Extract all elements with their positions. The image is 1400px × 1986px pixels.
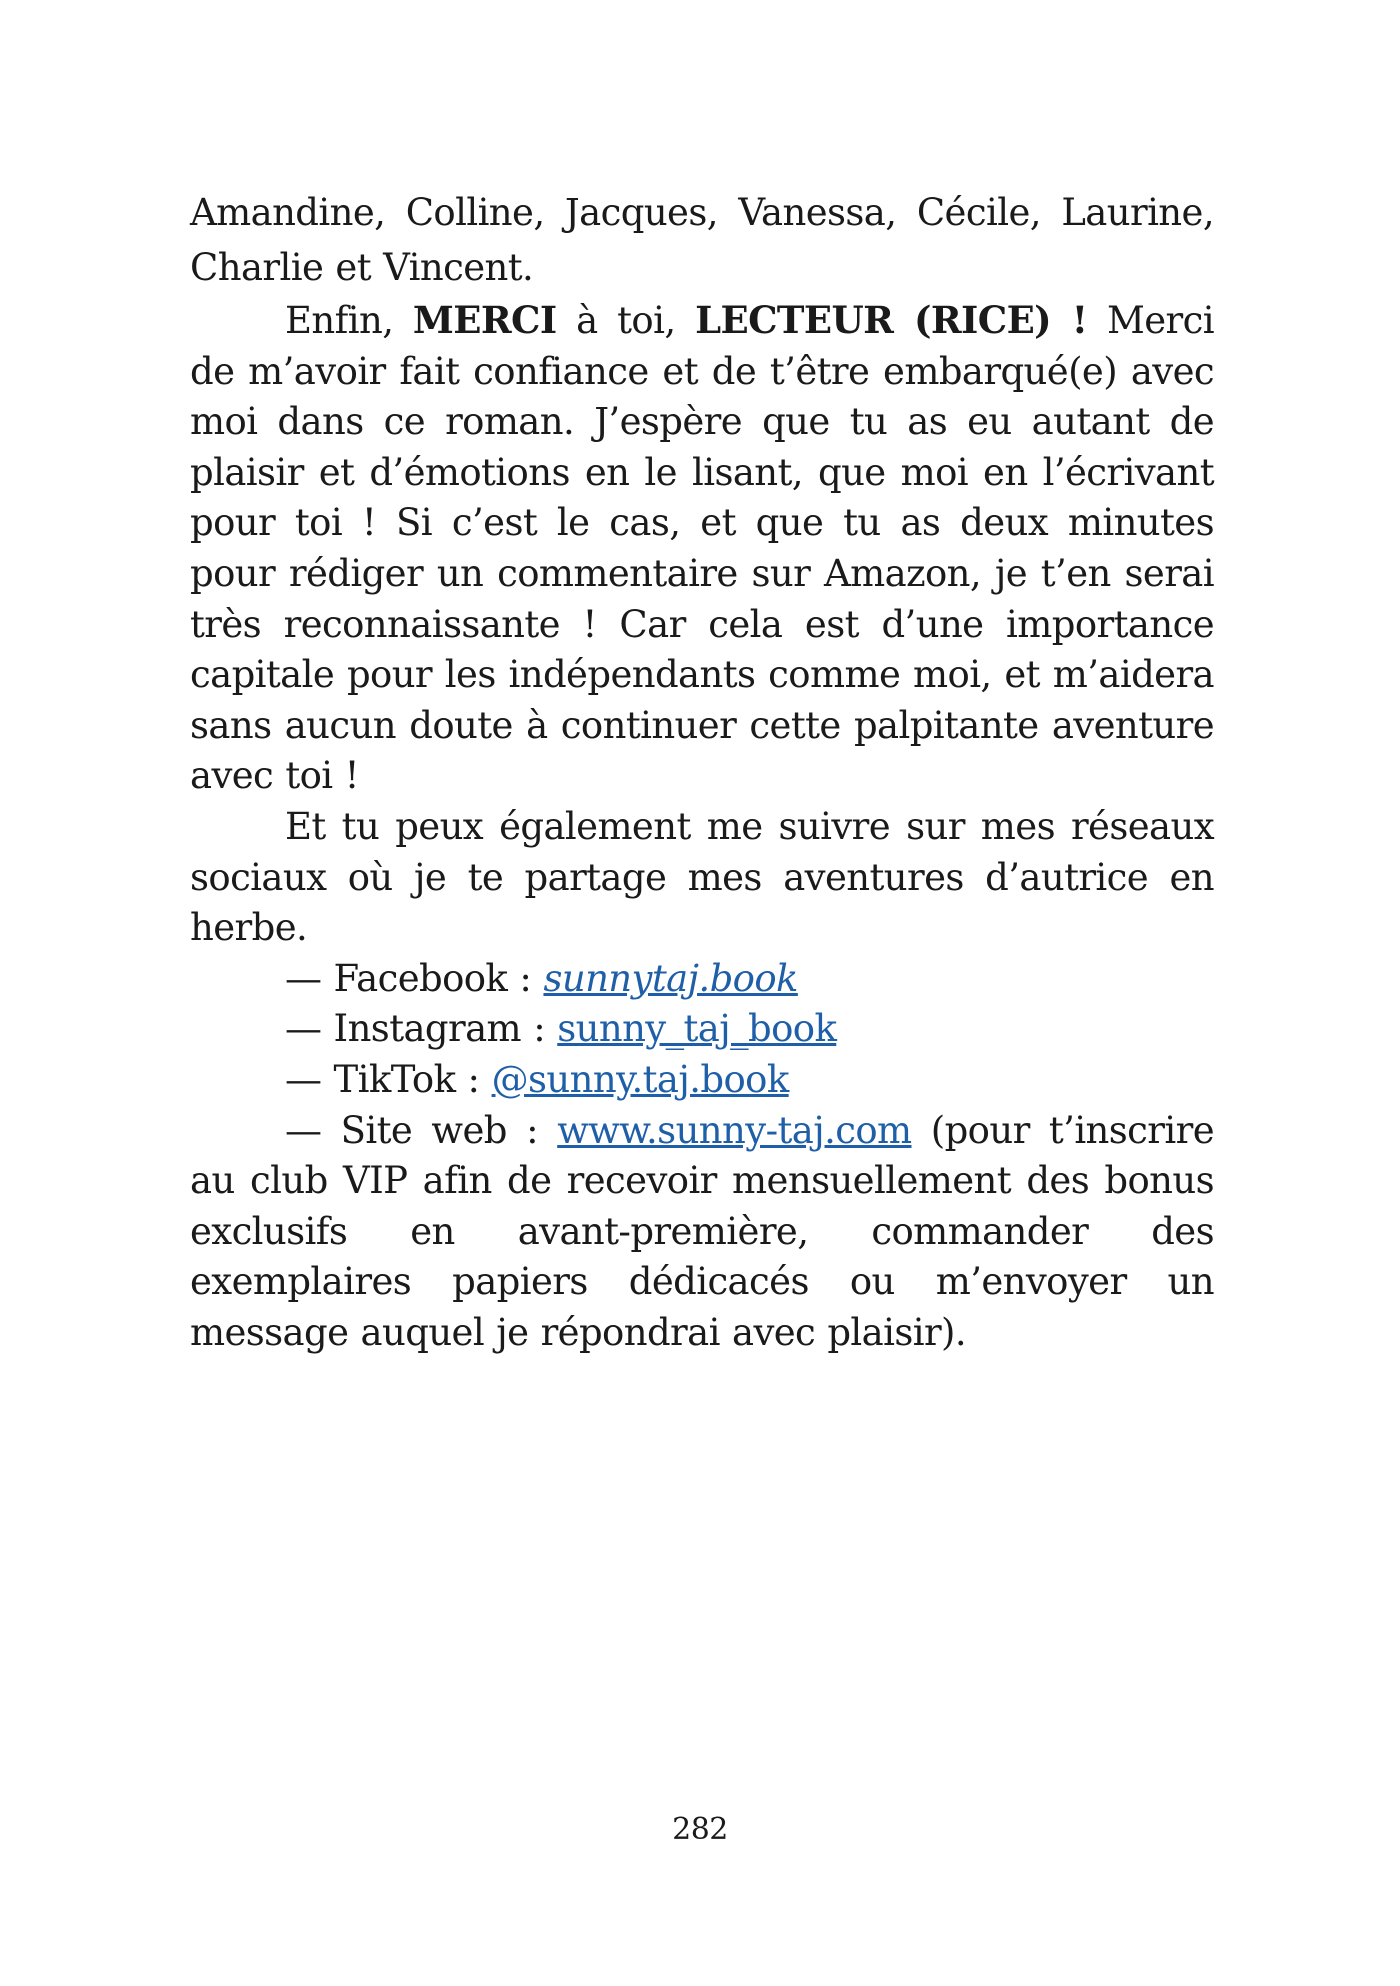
- facebook-label: — Facebook :: [285, 956, 544, 1000]
- facebook-link[interactable]: sunnytaj.book: [543, 956, 798, 1000]
- tiktok-line: [190, 1055, 1214, 1106]
- page-number: 282: [672, 1812, 728, 1847]
- website-description: (pour t’inscrire au club VIP afin de recevoir mensuellement des bonus exclusifs en avant-première, commander des exemplaires papiers dédicacés ou m’envoyer un message auquel je répondrai avec plaisir).: [190, 1108, 1214, 1354]
- tiktok-link[interactable]: @sunny.taj.book: [491, 1057, 789, 1101]
- website-paragraph: [190, 1106, 1214, 1359]
- acknowledgement-names-paragraph: [190, 185, 1214, 295]
- thanks-lead-text: Enfin,: [285, 299, 413, 342]
- tiktok-label: — TikTok :: [285, 1057, 492, 1101]
- instagram-label: — Instagram :: [285, 1007, 558, 1051]
- website-link[interactable]: www.sunny-taj.com: [557, 1108, 912, 1152]
- acknowledgement-names-text: Amandine, Colline, Jacques, Vanessa, Cécile, Laurine, Charlie et Vincent.: [190, 191, 1214, 289]
- social-intro-text: Et tu peux également me suivre sur mes réseaux sociaux où je te partage mes aventures d’autrice en herbe.: [190, 804, 1214, 950]
- reader-emphasis: LECTEUR (RICE) !: [695, 298, 1088, 342]
- website-label: — Site web :: [285, 1108, 558, 1152]
- social-intro-paragraph: [190, 802, 1214, 954]
- instagram-link[interactable]: sunny_taj_book: [557, 1007, 837, 1051]
- page-body: [190, 185, 1214, 1358]
- facebook-line: [190, 954, 1214, 1005]
- reader-thanks-paragraph: [190, 295, 1214, 802]
- instagram-line: [190, 1004, 1214, 1055]
- thanks-middle-text: à toi,: [556, 299, 696, 342]
- merci-emphasis: MERCI: [412, 298, 557, 342]
- thanks-body-text: Merci de m’avoir fait confiance et de t’être embarqué(e) avec moi dans ce roman. J’espère que tu as eu autant de plaisir et d’émotions en le lisant, que moi en l’écrivant pour toi ! Si c’est le cas, et que tu as deux minutes pour rédiger un commentaire sur Amazon, je t’en serai très reconnaissante ! Car cela est d’une importance capitale pour les indépendants comme moi, et m’aidera sans aucun doute à continuer cette palpitante aventure avec toi !: [190, 299, 1214, 798]
